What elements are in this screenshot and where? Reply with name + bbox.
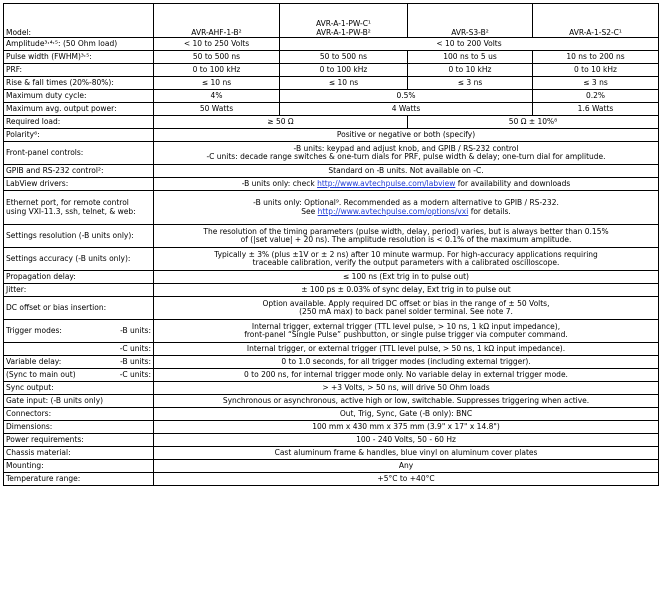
power-value: 4 Watts [280, 103, 533, 116]
delay-c-value: 0 to 200 ns, for internal trigger mode only. No variable delay in external trigger mode. [154, 369, 659, 382]
temperature-label: Temperature range: [4, 473, 154, 486]
rise-fall-value: ≤ 10 ns [280, 77, 408, 90]
ethernet-row [4, 191, 659, 225]
rise-fall-value: ≤ 3 ns [533, 77, 659, 90]
connectors-label: Connectors: [4, 408, 154, 421]
pulse-width-value: 10 ns to 200 ns [533, 51, 659, 64]
trigger-label: Trigger modes: -B units: [4, 320, 154, 343]
dc-offset-row [4, 297, 659, 320]
propagation-row [4, 271, 659, 284]
trigger-c-value: Internal trigger, or external trigger (TTL level pulse, > 50 ns, 1 kΩ input impedance). [154, 343, 659, 356]
dimensions-row [4, 421, 659, 434]
prf-value: 0 to 100 kHz [154, 64, 280, 77]
amplitude-row [4, 38, 659, 51]
prf-value: 0 to 10 kHz [533, 64, 659, 77]
trigger-c-label: -C units: [4, 343, 154, 356]
model-col-4: AVR-A-1-S2-C¹ [533, 4, 659, 38]
rise-fall-value: ≤ 3 ns [408, 77, 533, 90]
mounting-label: Mounting: [4, 460, 154, 473]
labview-row [4, 178, 659, 191]
delay-c-row [4, 369, 659, 382]
resolution-row [4, 225, 659, 248]
resolution-label: Settings resolution (-B units only): [4, 225, 154, 248]
prf-value: 0 to 10 kHz [408, 64, 533, 77]
sync-row [4, 382, 659, 395]
propagation-label: Propagation delay: [4, 271, 154, 284]
duty-label: Maximum duty cycle: [4, 90, 154, 103]
load-label: Required load: [4, 116, 154, 129]
labview-link[interactable]: http://www.avtechpulse.com/labview [317, 178, 456, 188]
delay-b-row [4, 356, 659, 369]
trigger-c-row [4, 343, 659, 356]
chassis-label: Chassis material: [4, 447, 154, 460]
amplitude-value: < 10 to 200 Volts [280, 38, 659, 51]
power-value: 50 Watts [154, 103, 280, 116]
gate-value: Synchronous or asynchronous, active high or low, switchable. Suppresses triggering when active. [154, 395, 659, 408]
polarity-row [4, 129, 659, 142]
front-panel-label: Front-panel controls: [4, 142, 154, 165]
model-col-2: AVR-A-1-PW-C¹ AVR-A-1-PW-B² [280, 4, 408, 38]
accuracy-value: Typically ± 3% (plus ±1V or ± 2 ns) after 10 minute warmup. For high-accuracy applications requiring traceable calibration, verify the output parameters with a calibrated oscilloscope. [154, 248, 659, 271]
power-req-label: Power requirements: [4, 434, 154, 447]
polarity-label: Polarity⁶: [4, 129, 154, 142]
connectors-value: Out, Trig, Sync, Gate (-B only): BNC [154, 408, 659, 421]
resolution-value: The resolution of the timing parameters (pulse width, delay, period) varies, but is always better than 0.15% of (|set value| + 20 ns). The amplitude resolution is < 0.1% of the maximum amplitude. [154, 225, 659, 248]
load-value: 50 Ω ± 10%⁸ [408, 116, 659, 129]
temperature-row [4, 473, 659, 486]
gpib-label: GPIB and RS-232 control²: [4, 165, 154, 178]
labview-value: -B units only: check http://www.avtechpulse.com/labview for availability and downloads [154, 178, 659, 191]
duty-value: 4% [154, 90, 280, 103]
power-value: 1.6 Watts [533, 103, 659, 116]
trigger-b-row [4, 320, 659, 343]
prf-value: 0 to 100 kHz [280, 64, 408, 77]
dimensions-label: Dimensions: [4, 421, 154, 434]
power-req-row [4, 434, 659, 447]
front-panel-row [4, 142, 659, 165]
load-row [4, 116, 659, 129]
prf-row [4, 64, 659, 77]
dimensions-value: 100 mm x 430 mm x 375 mm (3.9" x 17" x 14.8") [154, 421, 659, 434]
power-row [4, 103, 659, 116]
jitter-value: ± 100 ps ± 0.03% of sync delay, Ext trig in to pulse out [154, 284, 659, 297]
pulse-width-value: 50 to 500 ns [154, 51, 280, 64]
model-col-3: AVR-S3-B² [408, 4, 533, 38]
chassis-row [4, 447, 659, 460]
chassis-value: Cast aluminum frame & handles, blue vinyl on aluminum cover plates [154, 447, 659, 460]
model-col-1: AVR-AHF-1-B² [154, 4, 280, 38]
rise-fall-row [4, 77, 659, 90]
amplitude-value: < 10 to 250 Volts [154, 38, 280, 51]
pulse-width-label: Pulse width (FWHM)³˒⁵: [4, 51, 154, 64]
rise-fall-value: ≤ 10 ns [154, 77, 280, 90]
ethernet-value: -B units only: Optional⁹. Recommended as a modern alternative to GPIB / RS-232. See http://www.avtechpulse.com/options/vxi for details. [154, 191, 659, 225]
model-label: Model: [4, 4, 154, 38]
mounting-row [4, 460, 659, 473]
propagation-value: ≤ 100 ns (Ext trig in to pulse out) [154, 271, 659, 284]
model-row [4, 4, 659, 38]
load-value: ≥ 50 Ω [154, 116, 408, 129]
prf-label: PRF: [4, 64, 154, 77]
ethernet-label: Ethernet port, for remote control using VXI-11.3, ssh, telnet, & web: [4, 191, 154, 225]
sync-label: Sync output: [4, 382, 154, 395]
duty-value: 0.2% [533, 90, 659, 103]
delay-label: Variable delay: -B units: [4, 356, 154, 369]
gate-row [4, 395, 659, 408]
spec-table [3, 3, 659, 486]
dc-offset-value: Option available. Apply required DC offset or bias in the range of ± 50 Volts, (250 mA max) to back panel solder terminal. See note 7. [154, 297, 659, 320]
jitter-row [4, 284, 659, 297]
dc-offset-label: DC offset or bias insertion: [4, 297, 154, 320]
accuracy-row [4, 248, 659, 271]
sync-value: > +3 Volts, > 50 ns, will drive 50 Ohm loads [154, 382, 659, 395]
rise-fall-label: Rise & fall times (20%-80%): [4, 77, 154, 90]
jitter-label: Jitter: [4, 284, 154, 297]
gpib-row [4, 165, 659, 178]
power-label: Maximum avg. output power: [4, 103, 154, 116]
labview-label: LabView drivers: [4, 178, 154, 191]
pulse-width-row [4, 51, 659, 64]
gpib-value: Standard on -B units. Not available on -C. [154, 165, 659, 178]
front-panel-value: -B units: keypad and adjust knob, and GPIB / RS-232 control -C units: decade range switches & one-turn dials for PRF, pulse width & delay; one-turn dial for amplitude. [154, 142, 659, 165]
delay-c-label: (Sync to main out) -C units: [4, 369, 154, 382]
vxi-link[interactable]: http://www.avtechpulse.com/options/vxi [317, 206, 469, 216]
temperature-value: +5°C to +40°C [154, 473, 659, 486]
duty-row [4, 90, 659, 103]
trigger-b-value: Internal trigger, external trigger (TTL level pulse, > 10 ns, 1 kΩ input impedance), front-panel “Single Pulse” pushbutton, or single pulse trigger via computer command. [154, 320, 659, 343]
power-req-value: 100 - 240 Volts, 50 - 60 Hz [154, 434, 659, 447]
connectors-row [4, 408, 659, 421]
amplitude-label: Amplitude³˒⁴˒⁵: (50 Ohm load) [4, 38, 154, 51]
gate-label: Gate input: (-B units only) [4, 395, 154, 408]
accuracy-label: Settings accuracy (-B units only): [4, 248, 154, 271]
delay-b-value: 0 to 1.0 seconds, for all trigger modes (including external trigger). [154, 356, 659, 369]
polarity-value: Positive or negative or both (specify) [154, 129, 659, 142]
pulse-width-value: 50 to 500 ns [280, 51, 408, 64]
mounting-value: Any [154, 460, 659, 473]
pulse-width-value: 100 ns to 5 us [408, 51, 533, 64]
duty-value: 0.5% [280, 90, 533, 103]
